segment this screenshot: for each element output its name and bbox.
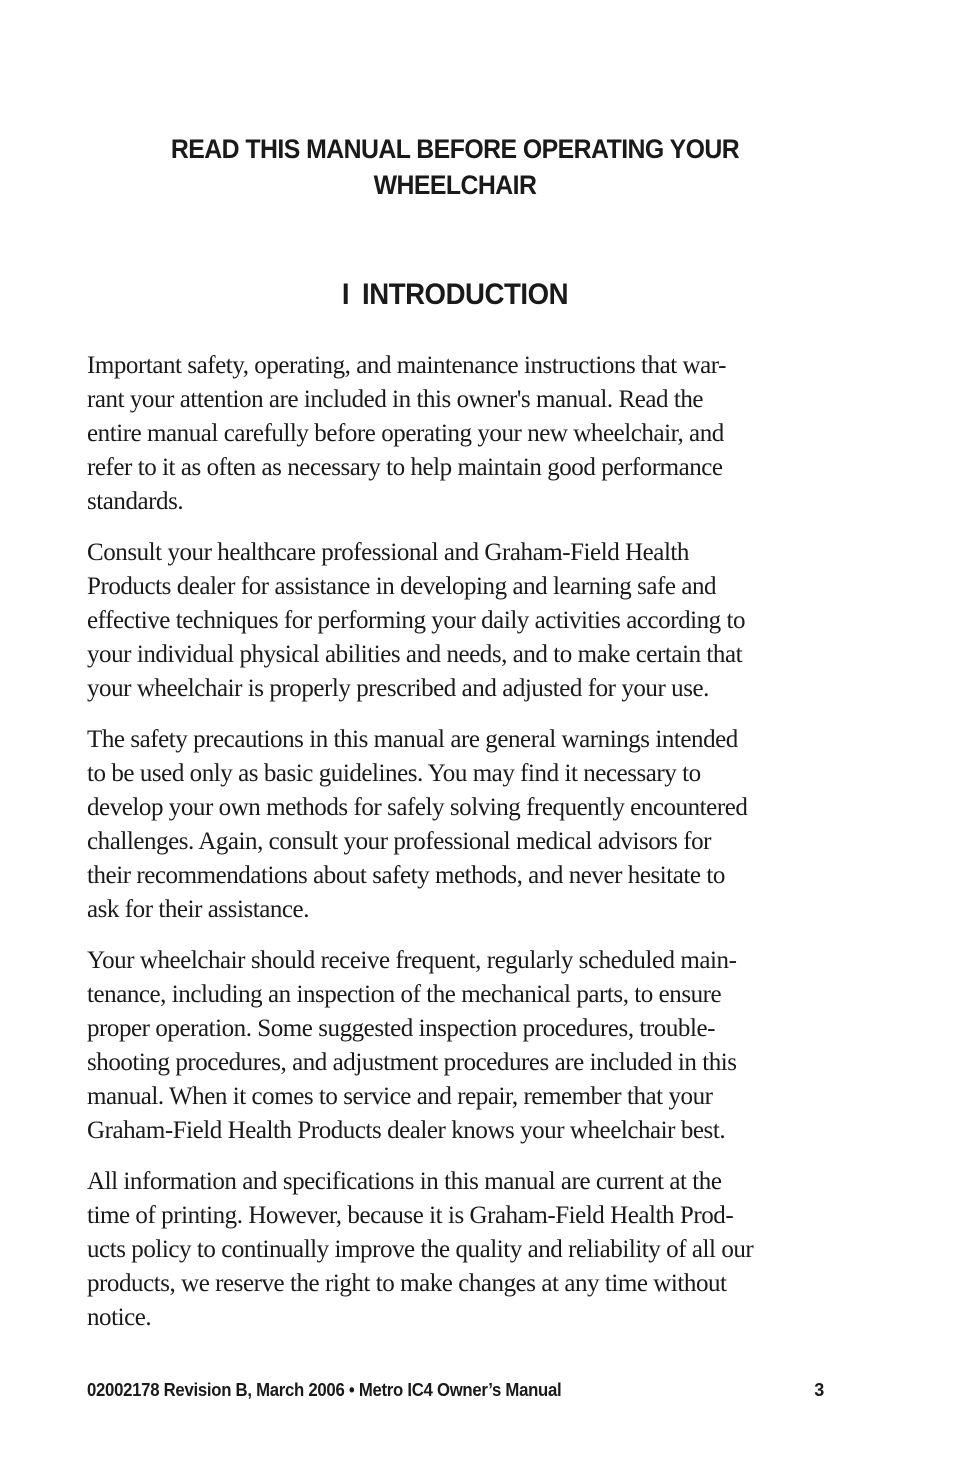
section-number: I — [341, 278, 350, 311]
paragraph-specifications — [87, 1165, 827, 1335]
text-line: effective techniques for performing your daily activities according to — [87, 607, 746, 634]
text-line: their recommendations about safety methods, and never hesitate to — [87, 862, 725, 889]
page-heading — [36, 131, 873, 203]
text-line: to be used only as basic guidelines. You may find it necessary to — [87, 760, 701, 787]
text-line: standards. — [87, 488, 184, 515]
page-heading-line-2: WHEELCHAIR — [373, 170, 537, 200]
text-line: develop your own methods for safely solving frequently encountered — [87, 794, 748, 821]
text-line: your wheelchair is properly prescribed and adjusted for your use. — [87, 675, 709, 702]
page-heading-line-1: READ THIS MANUAL BEFORE OPERATING YOUR — [170, 134, 740, 164]
body-text — [87, 349, 827, 1352]
text-line: time of printing. However, because it is Graham-Field Health Prod- — [87, 1202, 734, 1229]
paragraph-consult-professional — [87, 536, 827, 706]
paragraph-safety-precautions — [87, 723, 827, 927]
text-line: Products dealer for assistance in developing and learning safe and — [87, 573, 717, 600]
text-line: challenges. Again, consult your professional medical advisors for — [87, 828, 712, 855]
text-line: notice. — [87, 1304, 152, 1331]
page-number: 3 — [814, 1380, 824, 1400]
text-line: Your wheelchair should receive frequent, regularly scheduled main- — [87, 947, 737, 974]
text-line: Consult your healthcare professional and Graham-Field Health — [87, 539, 689, 566]
text-line: manual. When it comes to service and repair, remember that your — [87, 1083, 713, 1110]
section-title — [36, 276, 873, 314]
footer-document-reference: 02002178 Revision B, March 2006 • Metro IC4 Owner’s Manual — [87, 1380, 562, 1400]
text-line: products, we reserve the right to make changes at any time without — [87, 1270, 727, 1297]
text-line: ucts policy to continually improve the quality and reliability of all our — [87, 1236, 754, 1263]
text-line: proper operation. Some suggested inspection procedures, trouble- — [87, 1015, 715, 1042]
text-line: your individual physical abilities and needs, and to make certain that — [87, 641, 743, 668]
text-line: Important safety, operating, and maintenance instructions that war- — [87, 352, 727, 379]
text-line: tenance, including an inspection of the mechanical parts, to ensure — [87, 981, 722, 1008]
text-line: shooting procedures, and adjustment procedures are included in this — [87, 1049, 737, 1076]
paragraph-safety-instructions — [87, 349, 827, 519]
text-line: The safety precautions in this manual are general warnings intended — [87, 726, 738, 753]
text-line: refer to it as often as necessary to help maintain good performance — [87, 454, 723, 481]
text-line: ask for their assistance. — [87, 896, 310, 923]
text-line: All information and specifications in this manual are current at the — [87, 1168, 722, 1195]
section-title-text: INTRODUCTION — [362, 278, 569, 311]
text-line: entire manual carefully before operating your new wheelchair, and — [87, 420, 724, 447]
paragraph-maintenance — [87, 944, 827, 1148]
text-line: rant your attention are included in this owner's manual. Read the — [87, 386, 704, 413]
text-line: Graham-Field Health Products dealer knows your wheelchair best. — [87, 1117, 726, 1144]
